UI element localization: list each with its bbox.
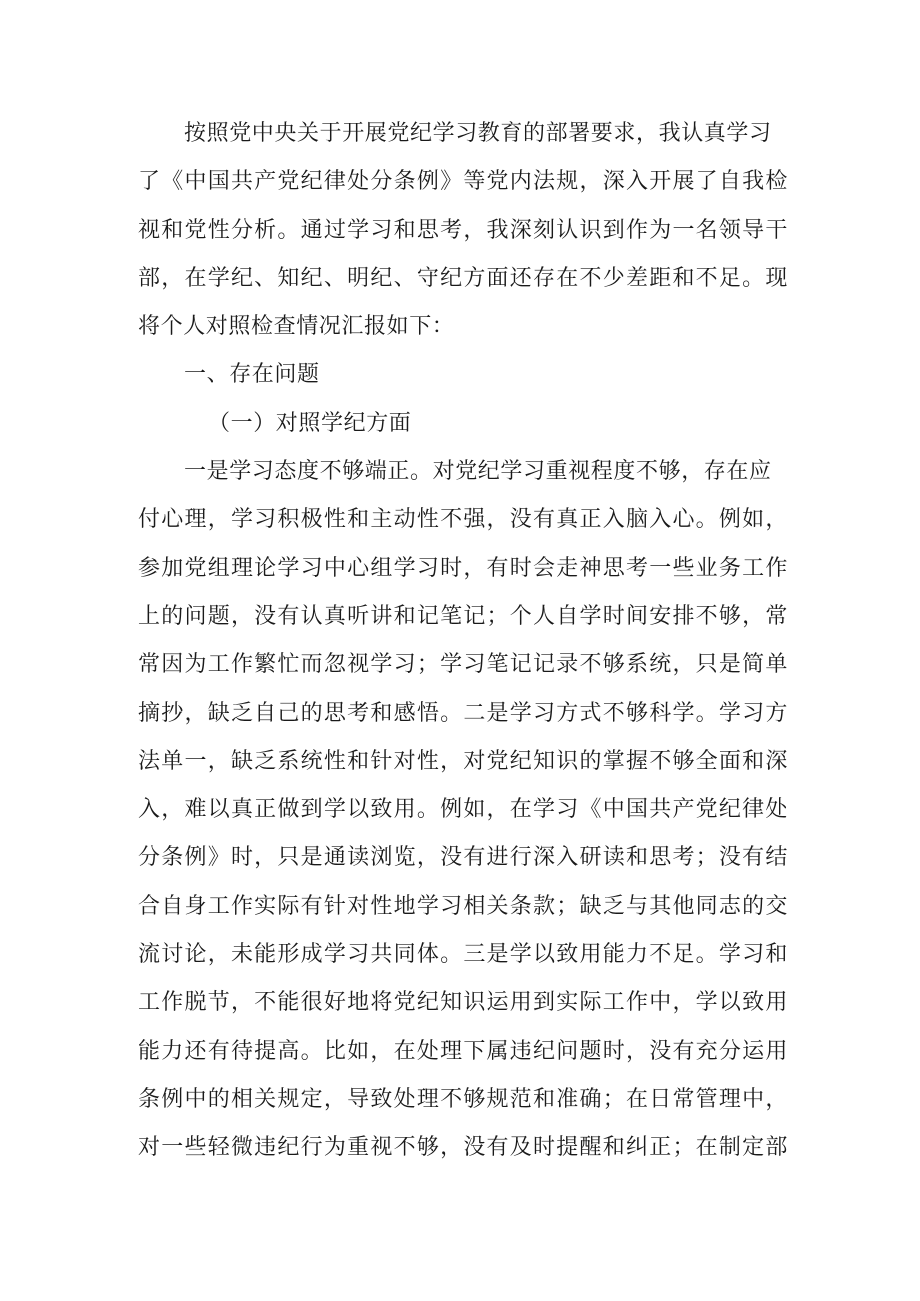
subsection-heading: （一）对照学纪方面 — [208, 410, 412, 436]
intro-line: 按照党中央关于开展党纪学习教育的部署要求，我认真学习 — [184, 121, 772, 146]
intro-line: 部，在学纪、知纪、明纪、守纪方面还存在不少差距和不足。现 — [138, 265, 788, 291]
body-line: 流讨论，未能形成学习共同体。三是学以致用能力不足。学习和 — [138, 942, 788, 968]
body-line: 分条例》时，只是通读浏览，没有进行深入研读和思考；没有结 — [138, 845, 788, 871]
body-line: 条例中的相关规定，导致处理不够规范和准确；在日常管理中， — [138, 1086, 788, 1112]
body-line: 一是学习态度不够端正。对党纪学习重视程度不够，存在应 — [184, 459, 772, 485]
body-line: 参加党组理论学习中心组学习时，有时会走神思考一些业务工作 — [138, 555, 788, 581]
body-line: 法单一，缺乏系统性和针对性，对党纪知识的掌握不够全面和深 — [138, 748, 788, 774]
body-line: 合自身工作实际有针对性地学习相关条款；缺乏与其他同志的交 — [138, 893, 788, 919]
intro-line: 将个人对照检查情况汇报如下： — [138, 314, 455, 340]
section-heading: 一、存在问题 — [184, 362, 320, 388]
body-line: 能力还有待提高。比如，在处理下属违纪问题时，没有充分运用 — [138, 1038, 788, 1064]
body-line: 工作脱节，不能很好地将党纪知识运用到实际工作中，学以致用 — [138, 990, 788, 1016]
body-line: 付心理，学习积极性和主动性不强，没有真正入脑入心。例如， — [138, 507, 788, 533]
body-line: 上的问题，没有认真听讲和记笔记；个人自学时间安排不够，常 — [138, 603, 788, 629]
body-line: 摘抄，缺乏自己的思考和感悟。二是学习方式不够科学。学习方 — [138, 700, 788, 726]
document-body — [138, 110, 788, 1173]
intro-line: 了《中国共产党纪律处分条例》等党内法规，深入开展了自我检 — [138, 169, 788, 195]
intro-line: 视和党性分析。通过学习和思考，我深刻认识到作为一名领导干 — [138, 217, 788, 243]
body-line: 对一些轻微违纪行为重视不够，没有及时提醒和纠正；在制定部 — [138, 1135, 788, 1161]
body-line: 常因为工作繁忙而忽视学习；学习笔记记录不够系统，只是简单 — [138, 652, 788, 678]
body-line: 入，难以真正做到学以致用。例如，在学习《中国共产党纪律处 — [138, 797, 788, 823]
